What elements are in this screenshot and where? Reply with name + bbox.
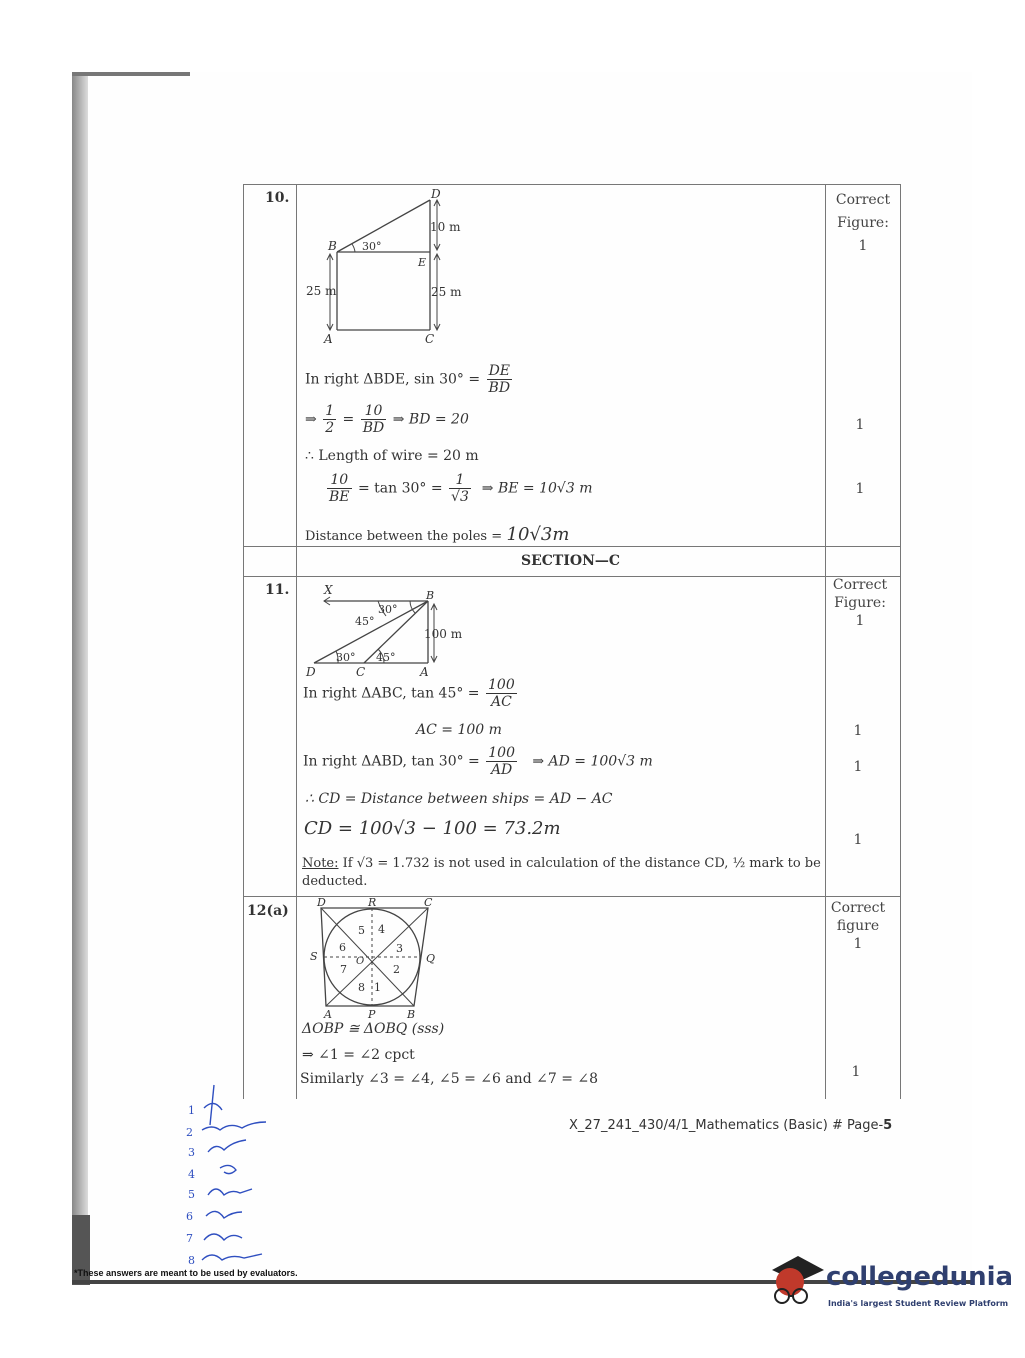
angle-30-top: 30° bbox=[378, 603, 398, 616]
logo-tagline: India's largest Student Review Platform bbox=[828, 1299, 1009, 1308]
table-row-divider-2 bbox=[243, 576, 901, 577]
q10-poles-figure bbox=[300, 188, 480, 348]
section-title: SECTION—C bbox=[520, 553, 621, 569]
svg-text:B: B bbox=[407, 1008, 416, 1020]
label-D: D bbox=[306, 665, 316, 679]
q11-line-3: In right ΔABD, tan 30° = $\frac{100}{AD}$ ⇒ AD = 100√3 m bbox=[303, 745, 653, 779]
svg-text:C: C bbox=[424, 896, 433, 909]
label-A: A bbox=[324, 332, 333, 346]
q11-mark-2: 1 bbox=[853, 759, 863, 775]
svg-text:P: P bbox=[368, 1008, 376, 1020]
evaluator-disclaimer: *These answers are meant to be used by evaluators. bbox=[74, 1268, 298, 1278]
logo-name: collegedunia bbox=[826, 1262, 1014, 1292]
svg-text:S: S bbox=[310, 950, 318, 963]
angle-30: 30° bbox=[336, 651, 356, 664]
q12-line-2: ⇒ ∠1 = ∠2 cpct bbox=[302, 1047, 415, 1063]
svg-text:A: A bbox=[324, 1008, 332, 1020]
angle-30: 30° bbox=[362, 240, 382, 253]
table-col-divider-2 bbox=[825, 184, 826, 1099]
q10-line-3: ∴ Length of wire = 20 m bbox=[305, 448, 479, 464]
height-10m: 10 m bbox=[430, 220, 461, 234]
collegedunia-logo-icon bbox=[768, 1252, 826, 1312]
q10-line-1: In right ΔBDE, sin 30° = $\frac{DE}{BD}$ bbox=[305, 363, 511, 397]
q11-mark-1: 1 bbox=[853, 723, 863, 739]
svg-text:7: 7 bbox=[186, 1232, 193, 1245]
question-number-12a: 12(a) bbox=[247, 903, 289, 919]
table-row-divider-1 bbox=[243, 546, 901, 547]
q11-line-1: In right ΔABC, tan 45° = $\frac{100}{AC}$ bbox=[303, 677, 515, 711]
svg-text:2: 2 bbox=[186, 1126, 193, 1139]
label-B: B bbox=[426, 589, 435, 602]
svg-text:2: 2 bbox=[393, 963, 400, 976]
svg-text:4: 4 bbox=[188, 1168, 195, 1181]
label-C: C bbox=[356, 665, 366, 679]
svg-text:8: 8 bbox=[358, 981, 365, 994]
q11-figure-mark: Correct Figure: 1 bbox=[832, 577, 888, 629]
q12-figure-mark: Correct figure 1 bbox=[830, 900, 886, 952]
height-100m: 100 m bbox=[424, 627, 463, 641]
angle-45: 45° bbox=[376, 651, 396, 664]
height-25m-left: 25 m bbox=[306, 284, 337, 298]
label-X: X bbox=[324, 583, 333, 597]
scan-edge-left bbox=[72, 72, 88, 1284]
q12-circle-quadrilateral-figure bbox=[304, 896, 444, 1020]
q12-line-3: Similarly ∠3 = ∠4, ∠5 = ∠6 and ∠7 = ∠8 bbox=[300, 1071, 599, 1087]
svg-text:6: 6 bbox=[186, 1210, 193, 1223]
q11-note-cont: deducted. bbox=[302, 874, 368, 889]
angle-45-top: 45° bbox=[355, 615, 375, 628]
q10-mark-2: 1 bbox=[855, 481, 865, 497]
label-B: B bbox=[328, 239, 337, 253]
q10-mark-1: 1 bbox=[855, 417, 865, 433]
svg-text:1: 1 bbox=[188, 1104, 195, 1117]
svg-text:7: 7 bbox=[340, 963, 347, 976]
table-border-left bbox=[243, 184, 244, 1099]
page-footer: X_27_241_430/4/1_Mathematics (Basic) # Page-5 bbox=[569, 1118, 893, 1133]
q11-line-2: AC = 100 m bbox=[416, 722, 502, 738]
q10-figure-mark: Correct Figure: 1 bbox=[835, 192, 891, 254]
svg-text:O: O bbox=[356, 956, 365, 967]
label-A: A bbox=[420, 665, 429, 679]
height-25m-right: 25 m bbox=[431, 285, 462, 299]
label-D: D bbox=[431, 188, 441, 201]
svg-text:6: 6 bbox=[339, 941, 346, 954]
svg-text:8: 8 bbox=[188, 1254, 195, 1267]
svg-text:D: D bbox=[317, 896, 326, 909]
q10-line-4: $\frac{10}{BE}$ = tan 30° = $\frac{1}{√3}$ ⇒ BE = 10√3 m bbox=[329, 472, 593, 506]
label-C: C bbox=[425, 332, 435, 346]
q11-ships-figure bbox=[300, 580, 480, 680]
svg-text:1: 1 bbox=[374, 981, 381, 994]
svg-text:3: 3 bbox=[396, 942, 403, 955]
table-border-top bbox=[243, 184, 901, 185]
svg-text:5: 5 bbox=[358, 924, 365, 937]
scan-edge-top bbox=[72, 72, 190, 76]
q11-line-4: ∴ CD = Distance between ships = AD − AC bbox=[305, 791, 613, 807]
handwritten-signatures bbox=[180, 1080, 290, 1270]
q10-line-5: Distance between the poles = 10√3m bbox=[305, 524, 570, 545]
svg-text:4: 4 bbox=[378, 923, 385, 936]
svg-text:Q: Q bbox=[426, 952, 436, 965]
svg-text:R: R bbox=[368, 896, 377, 909]
svg-text:5: 5 bbox=[188, 1188, 195, 1201]
svg-text:3: 3 bbox=[188, 1146, 195, 1159]
q10-line-2: ⇒ $\frac{1}{2}$ = $\frac{10}{BD}$ ⇒ BD = 20 bbox=[305, 403, 469, 437]
q11-mark-3: 1 bbox=[853, 832, 863, 848]
q11-note: Note: If √3 = 1.732 is not used in calculation of the distance CD, ½ mark to be bbox=[302, 856, 821, 871]
table-col-divider-1 bbox=[296, 184, 297, 1099]
label-E: E bbox=[418, 256, 427, 269]
q11-line-5: CD = 100√3 − 100 = 73.2m bbox=[304, 818, 561, 839]
table-border-right bbox=[900, 184, 901, 1099]
q12-line-1: ΔOBP ≅ ΔOBQ (sss) bbox=[302, 1021, 445, 1037]
question-number-10: 10. bbox=[265, 190, 290, 206]
question-number-11: 11. bbox=[265, 582, 290, 598]
q12-mark-1: 1 bbox=[851, 1064, 861, 1080]
